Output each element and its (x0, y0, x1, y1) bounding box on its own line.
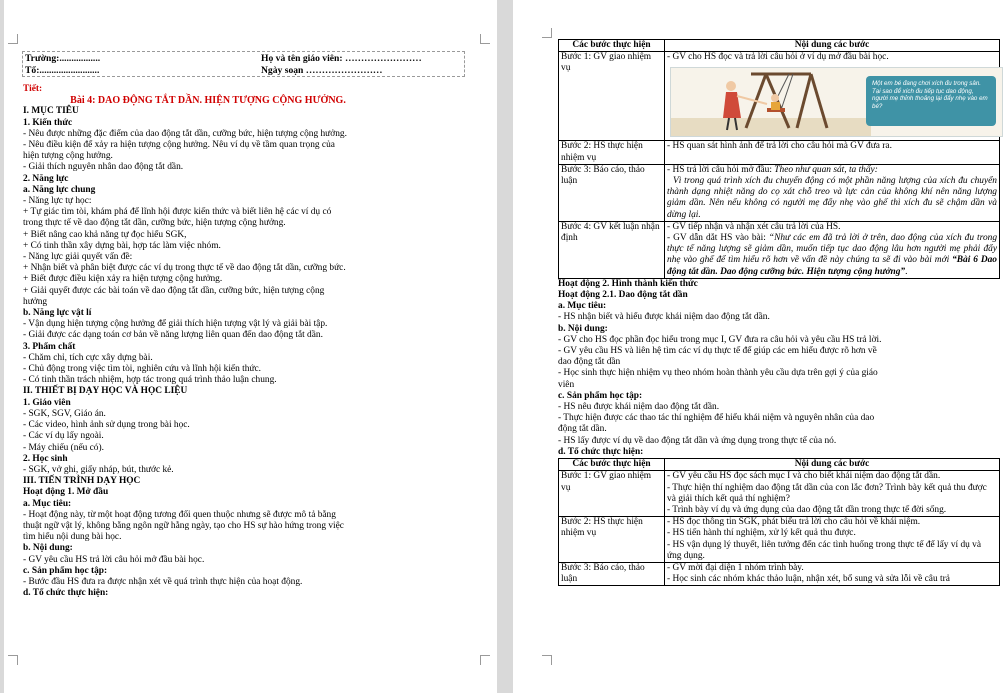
text-line: + Có tinh thần xây dựng bài, hợp tác làm việc nhóm. (23, 240, 221, 251)
text-run: “Bài 6 Dao động tắt dần. Dao động cưỡng bức. Hiện tượng cộng hưởng” (667, 255, 997, 277)
text-line: - HS vận dụng lý thuyết, liên tưởng đến các tình huống trong thực tế để lấy ví dụ và ứng dụng. (667, 539, 982, 561)
text-line: - Các video, hình ảnh sử dụng trong bài học. (23, 420, 190, 431)
crop-mark (542, 28, 552, 38)
document-page-1 (4, 0, 497, 693)
document-page-2 (513, 0, 1006, 693)
subsection-heading: d. Tổ chức thực hiện: (558, 446, 644, 457)
crop-mark (542, 655, 552, 665)
text-line: động tắt dần. (558, 424, 607, 435)
activity-heading: Hoạt động 1. Mở đầu (23, 487, 109, 498)
text-line: - Vận dụng hiện tượng cộng hưởng để giải thích hiện tượng vật lý và giải bài tập. (23, 319, 328, 330)
subsection-heading: 3. Phẩm chất (23, 341, 76, 352)
text-line: - Trình bày ví dụ và ứng dụng của dao động tắt dần trong thực tế đời sống. (667, 504, 947, 515)
text-line: + Biết được điều kiện xảy ra hiện tượng cộng hưởng. (23, 274, 223, 285)
text-line: - Nêu được những đặc điểm của dao động tắt dần, cưỡng bức, hiện tượng cộng hưởng. (23, 128, 347, 139)
text-line: - Các ví dụ lấy ngoài. (23, 431, 104, 442)
text-line: - Máy chiếu (nếu có). (23, 442, 104, 453)
text-line: + Nhận biết và phân biệt được các ví dụ trong thực tế về dao động tắt dần, cưỡng bức. (23, 263, 346, 274)
section-heading: II. THIẾT BỊ DẠY HỌC VÀ HỌC LIỆU (23, 386, 188, 397)
subsection-heading: 1. Kiến thức (23, 117, 73, 128)
content-cell (665, 221, 1000, 278)
crop-mark (8, 655, 18, 665)
text-line: - HS lấy được ví dụ về dao động tắt dần và ứng dụng trong thực tế của nó. (558, 435, 837, 446)
content-cell (665, 562, 1000, 585)
subsection-heading: a. Mục tiêu: (558, 301, 607, 312)
text-line: - Học sinh các nhóm khác thảo luận, nhận xét, bổ sung và sửa lỗi về câu trả (667, 574, 950, 585)
text-line: hiện tượng cộng hưởng. (23, 151, 113, 162)
text-line: - Thực hiện được các thao tác thí nghiệm để hiểu khái niệm và nguyên nhân của dao (558, 413, 875, 424)
text-line: - Giải được các dạng toán cơ bản về năng lượng liên quan đến dao động tắt dần. (23, 330, 323, 341)
step-cell: Bước 2: HS thực hiện nhiệm vụ (559, 141, 665, 164)
steps-table-1 (558, 39, 1000, 279)
text-line: - Nêu điều kiện để xảy ra hiện tượng cộng hưởng. Nêu ví dụ về tầm quan trọng của (23, 140, 335, 151)
table-header-cell: Nội dung các bước (665, 459, 1000, 471)
activity-2-section (558, 279, 1000, 458)
crop-mark (8, 34, 18, 44)
text-line: - HS tiến hành thí nghiệm, xử lý kết quả thu được. (667, 528, 856, 539)
step-cell: Bước 2: HS thực hiện nhiệm vụ (559, 517, 665, 563)
text-line: - HS nêu được khái niệm dao động tắt dần. (558, 402, 720, 413)
table-row (559, 562, 1000, 585)
text-run: - GV dẫn dắt HS vào bài: (667, 233, 769, 244)
group-label: Tổ:......................... (25, 65, 100, 76)
table-header-row (559, 40, 1000, 52)
step-cell: Bước 1: GV giao nhiệm vụ (559, 52, 665, 141)
table-row (559, 221, 1000, 278)
activity-heading: Hoạt động 2.1. Dao động tắt dần (558, 290, 688, 301)
text-line: - Hoạt động này, từ một hoạt động tương đối quen thuộc nhưng sẽ được mô tả bằng (23, 509, 336, 520)
text-line: - Thực hiện thí nghiệm dao động tắt dần của con lắc đơn? Trình bày kết quả thu được và giải thích kết quả thí nghiệm? (667, 482, 987, 504)
text-line (667, 233, 997, 278)
text-line (667, 165, 997, 176)
text-line: dao động tắt dần (558, 357, 621, 368)
step-cell: Bước 4: GV kết luận nhận định (559, 221, 665, 278)
activity-heading: Hoạt động 2. Hình thành kiến thức (558, 278, 698, 289)
text-line: - Chăm chỉ, tích cực xây dựng bài. (23, 352, 153, 363)
subsection-heading: b. Nội dung: (23, 543, 73, 554)
text-line: - GV cho HS đọc phần đọc hiểu trong mục I, GV đưa ra câu hỏi và yêu cầu HS trả lời. (558, 334, 882, 345)
swing-scene-icon (671, 68, 871, 137)
text-line: - GV yêu cầu HS trả lời câu hỏi mở đầu bài học. (23, 554, 205, 565)
step-cell: Bước 3: Báo cáo, thảo luận (559, 164, 665, 221)
text-line: - Chủ động trong việc tìm tòi, nghiên cứu và lĩnh hội kiến thức. (23, 364, 261, 375)
content-cell (665, 471, 1000, 517)
table-header-cell: Các bước thực hiện (559, 40, 665, 52)
header-box (22, 51, 465, 77)
page1-body (23, 84, 393, 599)
subsection-heading: 1. Giáo viên (23, 397, 71, 408)
text-line: - GV mời đại diện 1 nhóm trình bày. (667, 562, 804, 573)
text-line: - HS nhận biết và hiểu được khái niệm dao động tắt dần. (558, 312, 770, 323)
text-run: “Như các em đã trả lời ở trên, dao động của xích đu trong thực tế năng lượng sẽ giảm dần, muốn tiếp tục dao động lâu hơn người mẹ phải đẩy nhẹ vào ghế để tìm hiểu rõ hơn về vấn đề này chúng ta sẽ đi vào bài mới (667, 233, 998, 266)
text-line: + Biết nâng cao khả năng tự đọc hiểu SGK, (23, 229, 187, 240)
content-cell (665, 164, 1000, 221)
text-line: - GV tiếp nhận và nhận xét câu trả lời của HS. (667, 221, 841, 232)
table-header-row (559, 459, 1000, 471)
text-line: hưởng (23, 296, 48, 307)
text-line: - GV yêu cầu HS đọc sách mục I và cho biết khái niệm dao động tắt dần. (667, 471, 941, 482)
table-header-cell: Các bước thực hiện (559, 459, 665, 471)
text-line: trong thực tế về dao động tắt dần, cưỡng bức, hiện tượng cộng hưởng. (23, 218, 286, 229)
text-line: + Tự giác tìm tòi, khám phá để lĩnh hội được kiến thức và biết liên hệ các ví dụ có (23, 207, 332, 218)
text-line: - Bước đầu HS đưa ra được nhận xét về quá trình thực hiện của hoạt động. (23, 576, 303, 587)
subsection-heading: d. Tổ chức thực hiện: (23, 588, 109, 599)
text-line: - Giải thích nguyên nhân dao động tắt dần. (23, 162, 184, 173)
swing-illustration (670, 67, 1003, 137)
subsection-heading: b. Năng lực vật lí (23, 308, 92, 319)
text-line: viên (558, 379, 575, 390)
crop-mark (480, 655, 490, 665)
subsection-heading: c. Sản phẩm học tập: (23, 565, 108, 576)
text-line: - GV yêu cầu HS và liên hệ tìm các ví dụ thực tế để giúp các em hiểu được rõ hơn về (558, 346, 877, 357)
content-cell (665, 52, 1000, 141)
subsection-heading: 2. Học sinh (23, 453, 68, 464)
section-heading: III. TIẾN TRÌNH DẠY HỌC (23, 476, 141, 487)
table-row (559, 164, 1000, 221)
text-line: - GV cho HS đọc và trả lời câu hỏi ở ví dụ mở đầu bài học. (667, 52, 889, 63)
steps-table-2 (558, 458, 1000, 586)
text-line: - Có tinh thần trách nhiệm, hợp tác trong quá trình thảo luận chung. (23, 375, 277, 386)
text-run: . (905, 266, 908, 277)
step-cell: Bước 1: GV giao nhiệm vụ (559, 471, 665, 517)
text-run: Theo như quan sát, ta thấy: (774, 164, 878, 175)
text-line: - HS đọc thông tin SGK, phát biểu trả lời cho câu hỏi về khái niệm. (667, 517, 921, 528)
step-cell: Bước 3: Báo cáo, thảo luận (559, 562, 665, 585)
text-run: - HS trả lời câu hỏi mở đầu: (667, 164, 775, 175)
teacher-label: Họ và tên giáo viên: …………………… (261, 53, 422, 64)
text-line: + Giải quyết được các bài toán về dao động tắt dần, cưỡng bức, hiện tượng cộng (23, 285, 325, 296)
subsection-heading: a. Mục tiêu: (23, 498, 72, 509)
crop-mark (480, 34, 490, 44)
text-line: tìm hiểu nội dung bài học. (23, 532, 122, 543)
text-line: thuật ngữ vật lý, không bằng ngôn ngữ hằng ngày, tạo cho HS sự hào hứng trong việc (23, 520, 344, 531)
lesson-title: Bài 4: DAO ĐỘNG TẮT DẦN. HIỆN TƯỢNG CỘNG HƯỞNG. (70, 95, 346, 107)
text-line: - Năng lực giải quyết vấn đề: (23, 252, 133, 263)
school-label: Trường:................. (25, 53, 101, 64)
section-heading: I. MỤC TIÊU (23, 106, 79, 117)
content-cell (665, 517, 1000, 563)
table-row (559, 471, 1000, 517)
subsection-heading: c. Sản phẩm học tập: (558, 390, 643, 401)
text-line: - SGK, SGV, Giáo án. (23, 408, 106, 419)
table-row (559, 52, 1000, 141)
content-cell: - HS quan sát hình ảnh để trả lời cho câu hỏi mà GV đưa ra. (665, 141, 1000, 164)
subsection-heading: a. Năng lực chung (23, 184, 96, 195)
subsection-heading: 2. Năng lực (23, 173, 69, 184)
table-row (559, 517, 1000, 563)
table-header-cell: Nội dung các bước (665, 40, 1000, 52)
text-line: - Năng lực tự học: (23, 196, 92, 207)
page2-body (558, 39, 1000, 586)
subsection-heading: b. Nội dung: (558, 323, 608, 334)
date-label: Ngày soạn …………………… (261, 65, 383, 76)
table-row (559, 141, 1000, 164)
question-bubble: Một em bé đang chơi xích đu trong sân. Tại sao để xích đu tiếp tục dao động, người mẹ thỉnh thoảng lại đẩy nhẹ vào em bé? (866, 76, 996, 126)
text-line: Vì trong quá trình xích đu chuyển động có một phần năng lượng của xích đu chuyển thành dạng nhiệt năng do cọ xát chỗ treo và lực cản của không khí nên năng lượng giảm dần. Nên nếu không có người mẹ đẩy nhẹ vào ghế thì xích đu sẽ chậm dần và dừng lại. (667, 176, 997, 220)
text-line: - Học sinh thực hiện nhiệm vụ theo nhóm hoàn thành yêu cầu dựa trên gợi ý của giáo (558, 368, 878, 379)
tiet-label: Tiết: (23, 84, 43, 94)
text-line: - SGK, vở ghi, giấy nháp, bút, thước kẻ. (23, 464, 174, 475)
